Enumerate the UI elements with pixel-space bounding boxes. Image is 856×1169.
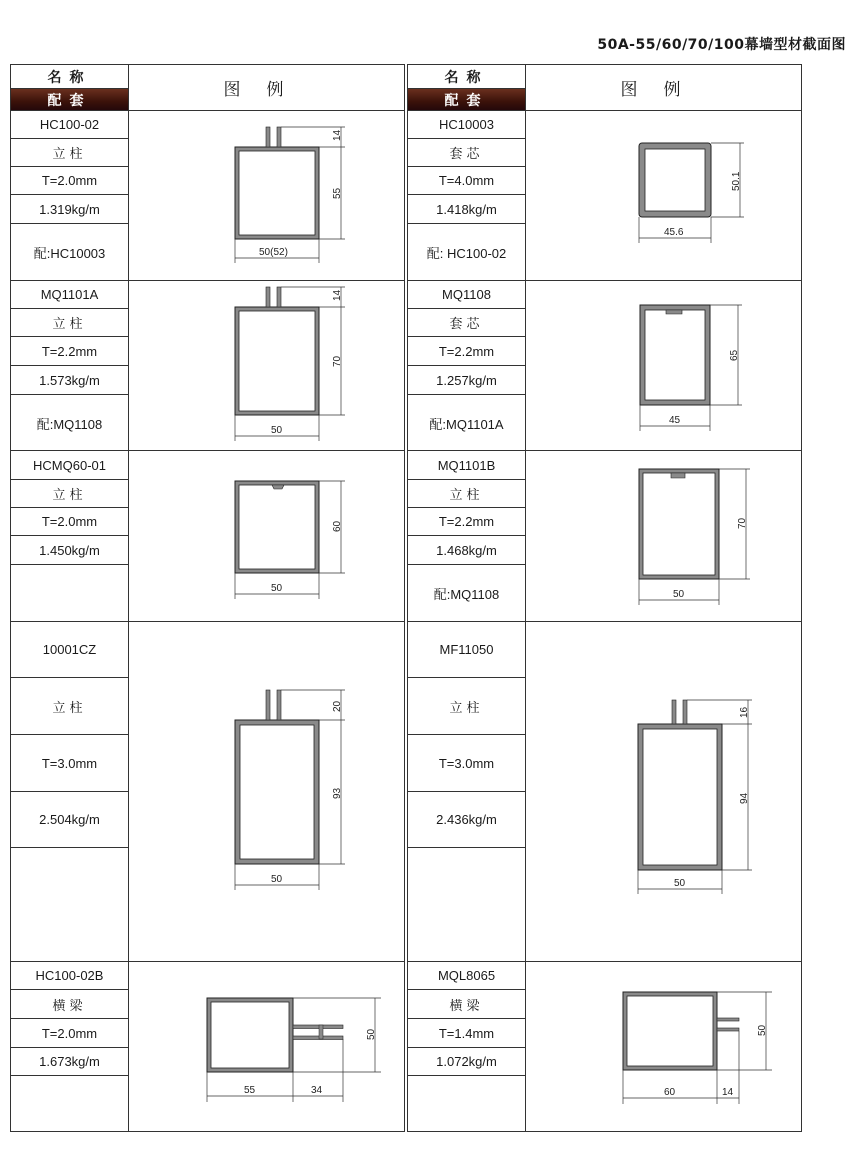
dim-body-width: 55 — [244, 1085, 256, 1096]
model-code: HCMQ60-01 — [11, 451, 128, 480]
header-name: 名称 — [11, 65, 129, 89]
profile-entry-hcmq60-01 — [11, 451, 404, 622]
attribute-column — [408, 281, 526, 450]
unit-weight: 2.504kg/m — [11, 792, 128, 848]
dim-width: 50 — [271, 583, 283, 594]
dim-body-width: 60 — [664, 1087, 676, 1098]
dim-height: 50 — [757, 1024, 768, 1036]
section-drawing — [129, 451, 404, 621]
dim-height: 70 — [737, 517, 748, 529]
dim-width: 50(52) — [259, 247, 288, 258]
dim-width: 45.6 — [664, 227, 684, 238]
wall-thickness: T=2.0mm — [11, 167, 128, 195]
unit-weight: 1.468kg/m — [408, 536, 525, 565]
profile-entry-hc10003 — [408, 111, 801, 281]
header-legend: 图例 — [129, 65, 404, 111]
attribute-column — [11, 281, 129, 450]
model-code: MQ1101A — [11, 281, 128, 309]
model-code: HC100-02 — [11, 111, 128, 139]
section-drawing — [129, 962, 404, 1131]
section-drawing — [129, 622, 404, 961]
profile-entry-mql8065 — [408, 962, 801, 1131]
section-drawing — [526, 281, 801, 450]
dim-lip-width: 14 — [722, 1087, 734, 1098]
section-drawing — [526, 111, 801, 280]
model-code: MF11050 — [408, 622, 525, 678]
dim-width: 50 — [271, 425, 283, 436]
profile-type: 立柱 — [408, 678, 525, 735]
model-code: MQL8065 — [408, 962, 525, 990]
unit-weight: 1.673kg/m — [11, 1048, 128, 1076]
dim-lip: 20 — [332, 700, 343, 712]
unit-weight: 1.319kg/m — [11, 195, 128, 224]
model-code: HC100-02B — [11, 962, 128, 990]
profile-type: 套芯 — [408, 309, 525, 337]
attribute-column — [11, 111, 129, 280]
profile-entry-mq1101a — [11, 281, 404, 451]
matching-part: 配:MQ1108 — [433, 587, 500, 602]
attribute-column — [11, 451, 129, 621]
dim-lip-width: 34 — [311, 1085, 323, 1096]
dim-width: 50 — [271, 874, 283, 885]
profile-entry-hc100-02 — [11, 111, 404, 281]
unit-weight: 2.436kg/m — [408, 792, 525, 848]
unit-weight: 1.418kg/m — [408, 195, 525, 224]
dim-height: 50.1 — [731, 171, 742, 191]
dim-width: 50 — [674, 878, 686, 889]
dim-height: 60 — [332, 520, 343, 532]
profile-type: 立柱 — [11, 480, 128, 508]
header-set: 配套 — [408, 89, 526, 111]
matching-part — [408, 848, 525, 962]
profile-entry-mf11050 — [408, 622, 801, 962]
profile-catalog — [10, 64, 848, 1132]
wall-thickness: T=3.0mm — [408, 735, 525, 792]
wall-thickness: T=2.2mm — [11, 337, 128, 366]
wall-thickness: T=3.0mm — [11, 735, 128, 792]
profile-entry-10001cz — [11, 622, 404, 962]
section-drawing — [526, 622, 801, 961]
matching-part: 配:MQ1108 — [36, 416, 103, 432]
matching-part — [11, 848, 128, 962]
wall-thickness: T=1.4mm — [408, 1019, 525, 1048]
profile-type: 立柱 — [11, 139, 128, 167]
section-drawing — [129, 111, 404, 280]
section-drawing — [526, 451, 801, 621]
dim-height: 50 — [366, 1028, 377, 1040]
attribute-column — [11, 622, 129, 961]
profile-type: 横梁 — [11, 990, 128, 1019]
attribute-column — [408, 962, 526, 1131]
matching-part — [408, 1076, 525, 1131]
matching-part — [11, 565, 128, 622]
profile-entry-mq1101b — [408, 451, 801, 622]
profile-type: 横梁 — [408, 990, 525, 1019]
matching-part — [11, 1076, 128, 1131]
profile-type: 立柱 — [11, 678, 128, 735]
model-code: MQ1108 — [408, 281, 525, 309]
section-drawing — [526, 962, 801, 1131]
model-code: 10001CZ — [11, 622, 128, 678]
profile-type: 立柱 — [408, 480, 525, 508]
dim-height: 93 — [332, 787, 343, 799]
header-name: 名称 — [408, 65, 526, 89]
model-code: MQ1101B — [408, 451, 525, 480]
dim-height: 65 — [729, 349, 740, 361]
wall-thickness: T=4.0mm — [408, 167, 525, 195]
unit-weight: 1.573kg/m — [11, 366, 128, 395]
dim-width: 50 — [673, 589, 685, 600]
section-drawing — [129, 281, 404, 450]
unit-weight: 1.072kg/m — [408, 1048, 525, 1076]
attribute-column — [11, 962, 129, 1131]
attribute-column — [408, 451, 526, 621]
matching-part: 配: HC100-02 — [426, 246, 507, 261]
dim-height: 70 — [332, 355, 343, 367]
header-set: 配套 — [11, 89, 129, 111]
dim-height: 55 — [332, 187, 343, 199]
profile-type: 套芯 — [408, 139, 525, 167]
unit-weight: 1.257kg/m — [408, 366, 525, 395]
profile-entry-mq1108 — [408, 281, 801, 451]
profile-type: 立柱 — [11, 309, 128, 337]
header-legend: 图例 — [526, 65, 801, 111]
dim-height: 94 — [739, 792, 750, 804]
wall-thickness: T=2.2mm — [408, 508, 525, 536]
dim-width: 45 — [669, 415, 681, 426]
profile-entry-hc100-02b — [11, 962, 404, 1131]
attribute-column — [408, 622, 526, 961]
left-panel — [10, 64, 405, 1132]
attribute-column — [408, 111, 526, 280]
matching-part: 配:HC10003 — [33, 246, 106, 261]
wall-thickness: T=2.0mm — [11, 1019, 128, 1048]
unit-weight: 1.450kg/m — [11, 536, 128, 565]
dim-lip: 16 — [739, 706, 750, 718]
right-panel — [407, 64, 802, 1132]
wall-thickness: T=2.2mm — [408, 337, 525, 366]
dim-lip: 14 — [332, 129, 343, 141]
wall-thickness: T=2.0mm — [11, 508, 128, 536]
page-title: 50A-55/60/70/100幕墙型材截面图 — [597, 37, 846, 53]
model-code: HC10003 — [408, 111, 525, 139]
dim-lip: 14 — [332, 289, 343, 301]
matching-part: 配:MQ1101A — [429, 416, 504, 432]
